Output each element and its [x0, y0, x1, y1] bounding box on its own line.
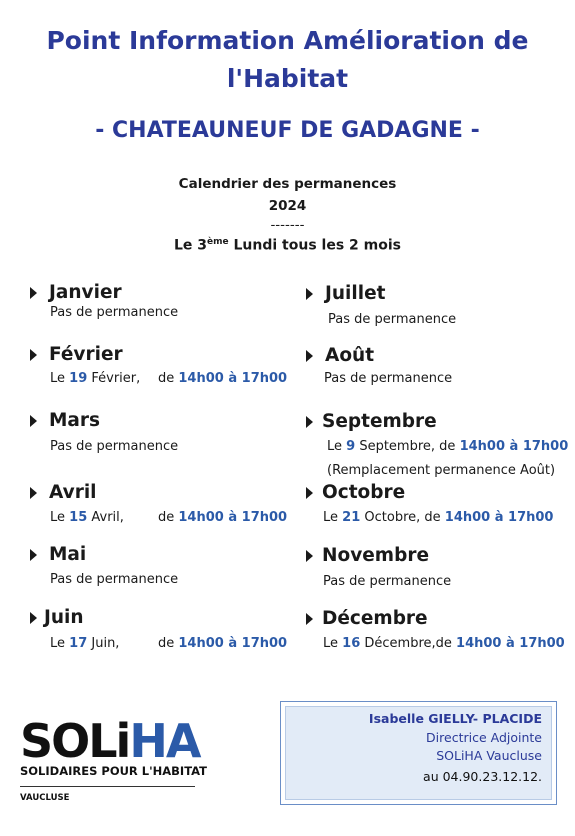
- month-name: Septembre: [322, 411, 437, 432]
- date-day: 19: [69, 371, 88, 386]
- logo-region: VAUCLUSE: [20, 793, 70, 803]
- hours-text: de 14h00 à 17h00: [158, 510, 288, 525]
- page-title-line-2: l'Habitat: [226, 64, 349, 93]
- date-suffix: Septembre, de: [355, 439, 460, 454]
- date-day: 9: [346, 439, 356, 454]
- month-mars: [30, 410, 100, 431]
- contact-box: [280, 701, 557, 805]
- page-subtitle: - CHATEAUNEUF DE GADAGNE -: [95, 118, 480, 143]
- arrow-right-icon: [30, 349, 37, 361]
- month-fevrier-hours: [158, 371, 287, 386]
- calendar-year: 2024: [268, 198, 307, 214]
- logo-tagline: SOLIDAIRES POUR L'HABITAT: [20, 764, 208, 778]
- date-prefix: Le: [50, 371, 70, 386]
- logo-divider: [20, 786, 195, 787]
- calendar-heading: Calendrier des permanences: [178, 176, 397, 192]
- month-novembre: [306, 545, 429, 566]
- contact-name: Isabelle GIELLY- PLACIDE: [368, 711, 542, 726]
- month-name: Janvier: [49, 282, 122, 303]
- month-septembre: [306, 411, 437, 432]
- calendar-rule: [0, 237, 575, 254]
- month-name: Février: [49, 344, 123, 365]
- contact-phone: au 04.90.23.12.12.: [423, 769, 542, 784]
- hours-text: 14h00 à 17h00: [459, 439, 569, 454]
- month-juin: [30, 607, 84, 628]
- page-title-line-1: Point Information Amélioration de: [46, 26, 529, 55]
- month-avril-date: [50, 510, 124, 525]
- month-name: Novembre: [322, 545, 429, 566]
- date-prefix: Le: [50, 510, 70, 525]
- arrow-right-icon: [306, 288, 313, 300]
- arrow-right-icon: [306, 350, 313, 362]
- month-septembre-note: (Remplacement permanence Août): [327, 463, 556, 478]
- soliha-logo: [20, 716, 199, 766]
- calendar-separator: -------: [270, 217, 305, 233]
- month-decembre-date: [323, 636, 565, 651]
- month-mai: [30, 544, 86, 565]
- hours-text: 14h00 à 17h00: [456, 636, 565, 651]
- month-fevrier: [30, 344, 123, 365]
- date-prefix: Le: [327, 439, 347, 454]
- hours-text: de 14h00 à 17h00: [158, 371, 288, 386]
- month-juillet: [306, 283, 385, 304]
- month-name: Juillet: [325, 283, 386, 304]
- arrow-right-icon: [30, 612, 37, 624]
- date-suffix: Octobre, de: [360, 510, 445, 525]
- date-day: 21: [342, 510, 361, 525]
- month-aout: [306, 345, 374, 366]
- month-name: Décembre: [322, 608, 428, 629]
- month-octobre: [306, 482, 405, 503]
- calendar-rule-suffix: Lundi tous les 2 mois: [228, 237, 401, 254]
- month-juin-hours: [158, 636, 287, 651]
- hours-text: 14h00 à 17h00: [444, 510, 554, 525]
- month-janvier-info: Pas de permanence: [50, 305, 179, 320]
- date-suffix: Février,: [87, 371, 141, 386]
- calendar-rule-sup: ème: [207, 237, 229, 247]
- date-day: 16: [342, 636, 361, 651]
- month-name: Mars: [49, 410, 101, 431]
- date-prefix: Le: [323, 636, 343, 651]
- month-mars-info: Pas de permanence: [50, 439, 179, 454]
- arrow-right-icon: [306, 550, 313, 562]
- month-name: Octobre: [322, 482, 406, 503]
- month-janvier: [30, 282, 122, 303]
- month-name: Juin: [44, 607, 84, 628]
- arrow-right-icon: [30, 549, 37, 561]
- month-decembre: [306, 608, 428, 629]
- month-octobre-date: [323, 510, 553, 525]
- date-day: 15: [69, 510, 88, 525]
- arrow-right-icon: [30, 415, 37, 427]
- month-name: Août: [325, 345, 375, 366]
- date-prefix: Le: [323, 510, 343, 525]
- date-suffix: Décembre,de: [360, 636, 457, 651]
- arrow-right-icon: [30, 487, 37, 499]
- month-aout-info: Pas de permanence: [324, 371, 453, 386]
- month-septembre-date: [327, 439, 568, 454]
- arrow-right-icon: [30, 287, 37, 299]
- logo-brand-b: HA: [129, 714, 200, 768]
- arrow-right-icon: [306, 613, 313, 625]
- calendar-rule-prefix: Le 3: [174, 237, 208, 254]
- month-avril-hours: [158, 510, 287, 525]
- hours-text: de 14h00 à 17h00: [158, 636, 288, 651]
- date-suffix: Juin,: [87, 636, 120, 651]
- arrow-right-icon: [306, 487, 313, 499]
- date-prefix: Le: [50, 636, 70, 651]
- month-juin-date: [50, 636, 119, 651]
- month-novembre-info: Pas de permanence: [323, 574, 452, 589]
- month-name: Mai: [49, 544, 87, 565]
- logo-brand-a: SOLi: [20, 714, 130, 768]
- date-day: 17: [69, 636, 88, 651]
- month-avril: [30, 482, 97, 503]
- arrow-right-icon: [306, 416, 313, 428]
- month-fevrier-date: [50, 371, 140, 386]
- contact-role: Directrice Adjointe: [426, 730, 542, 745]
- contact-org: SOLiHA Vaucluse: [436, 748, 542, 763]
- date-suffix: Avril,: [87, 510, 124, 525]
- month-name: Avril: [49, 482, 97, 503]
- month-mai-info: Pas de permanence: [50, 572, 179, 587]
- month-juillet-info: Pas de permanence: [328, 312, 457, 327]
